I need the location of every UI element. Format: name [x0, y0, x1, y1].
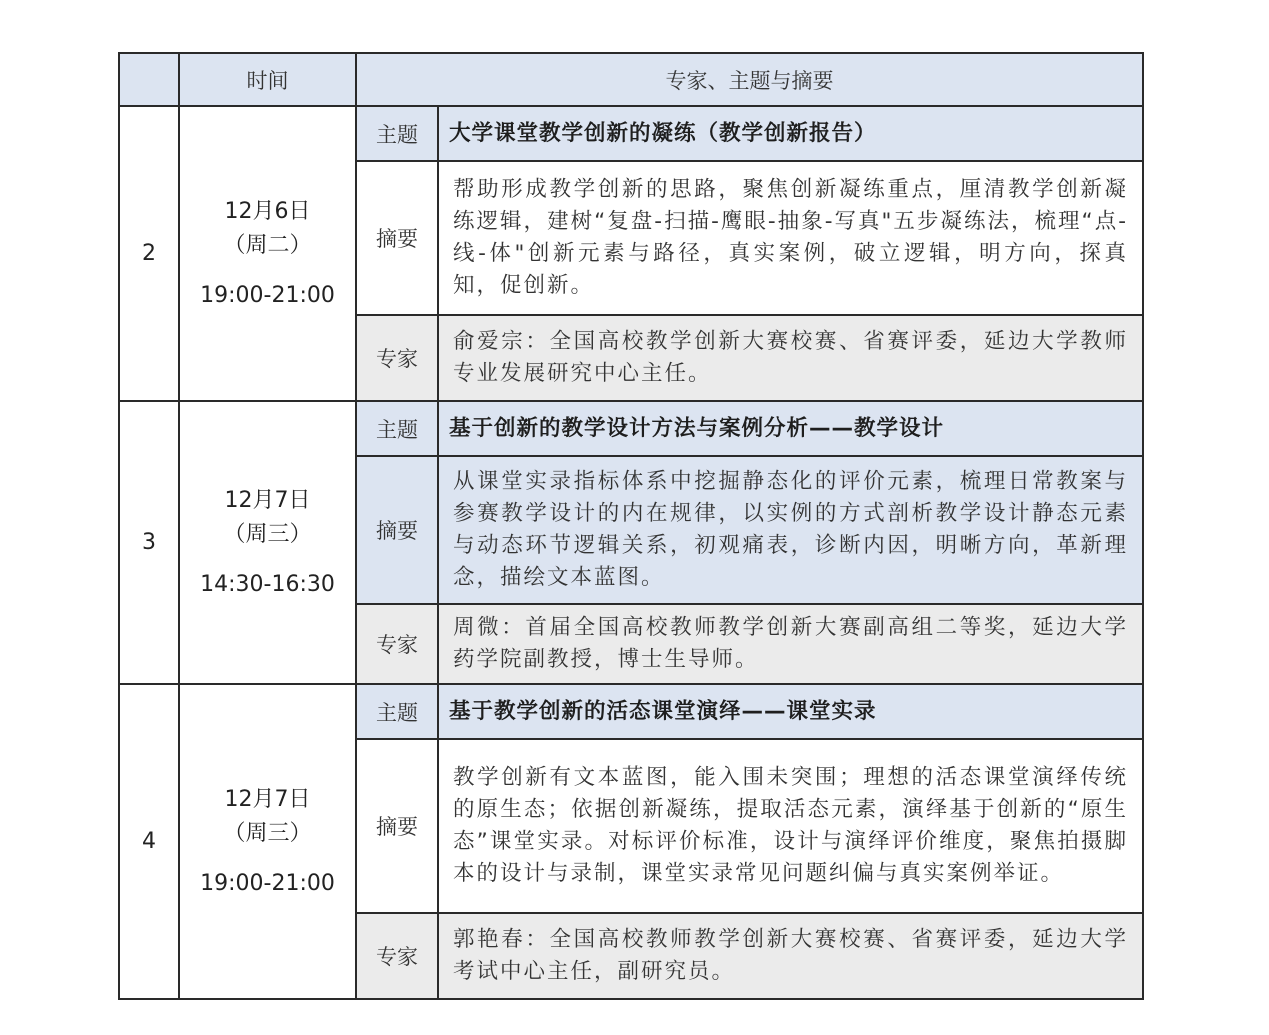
topic-text: 基于教学创新的活态课堂演绎——课堂实录: [438, 684, 1143, 739]
session-number: 2: [119, 106, 179, 401]
topic-label: 主题: [356, 401, 438, 456]
abstract-label: 摘要: [356, 161, 438, 315]
expert-text: 郭艳春：全国高校教师教学创新大赛校赛、省赛评委，延边大学考试中心主任，副研究员。: [438, 913, 1143, 999]
session-date: 12月6日: [224, 198, 311, 224]
topic-text: 基于创新的教学设计方法与案例分析——教学设计: [438, 401, 1143, 456]
abstract-label: 摘要: [356, 739, 438, 913]
abstract-text: 从课堂实录指标体系中挖掘静态化的评价元素，梳理日常教案与参赛教学设计的内在规律，以实例的方式剖析教学设计静态元素与动态环节逻辑关系，初观痛表，诊断内因，明晰方向，革新理念，描绘文本蓝图。: [438, 456, 1143, 604]
expert-label: 专家: [356, 913, 438, 999]
topic-label: 主题: [356, 684, 438, 739]
expert-text: 周微：首届全国高校教师教学创新大赛副高组二等奖，延边大学药学院副教授，博士生导师。: [438, 604, 1143, 684]
session-date: 12月7日: [224, 786, 311, 812]
abstract-text: 教学创新有文本蓝图，能入围未突围；理想的活态课堂演绎传统的原生态；依据创新凝练，提取活态元素，演绎基于创新的“原生态”课堂实录。对标评价标准，设计与演绎评价维度，聚焦拍摄脚本的设计与录制，课堂实录常见问题纠偏与真实案例举证。: [438, 739, 1143, 913]
expert-text: 俞爱宗：全国高校教学创新大赛校赛、省赛评委，延边大学教师专业发展研究中心主任。: [438, 315, 1143, 401]
topic-text: 大学课堂教学创新的凝练（教学创新报告）: [438, 106, 1143, 161]
header-time: 时间: [179, 53, 356, 106]
session-weekday: （周三）: [223, 820, 312, 846]
session-hours: 14:30-16:30: [200, 571, 335, 597]
expert-label: 专家: [356, 604, 438, 684]
abstract-label: 摘要: [356, 456, 438, 604]
session-date: 12月7日: [224, 487, 311, 513]
header-num-cell: [119, 53, 179, 106]
header-content: 专家、主题与摘要: [356, 53, 1143, 106]
session-time: [179, 684, 356, 999]
session-4-topic-row: [119, 684, 1143, 739]
topic-label: 主题: [356, 106, 438, 161]
session-time: [179, 401, 356, 684]
session-number: 3: [119, 401, 179, 684]
session-weekday: （周三）: [223, 521, 312, 547]
session-3-topic-row: [119, 401, 1143, 456]
abstract-text: 帮助形成教学创新的思路，聚焦创新凝练重点，厘清教学创新凝练逻辑，建树“复盘-扫描-鹰眼-抽象-写真"五步凝练法，梳理“点-线-体"创新元素与路径，真实案例，破立逻辑，明方向，探真知，促创新。: [438, 161, 1143, 315]
expert-label: 专家: [356, 315, 438, 401]
session-hours: 19:00-21:00: [200, 282, 335, 308]
session-2-topic-row: [119, 106, 1143, 161]
session-hours: 19:00-21:00: [200, 870, 335, 896]
session-weekday: （周二）: [223, 232, 312, 258]
session-number: 4: [119, 684, 179, 999]
schedule-table: [118, 52, 1144, 1000]
session-time: [179, 106, 356, 401]
header-row: [119, 53, 1143, 106]
